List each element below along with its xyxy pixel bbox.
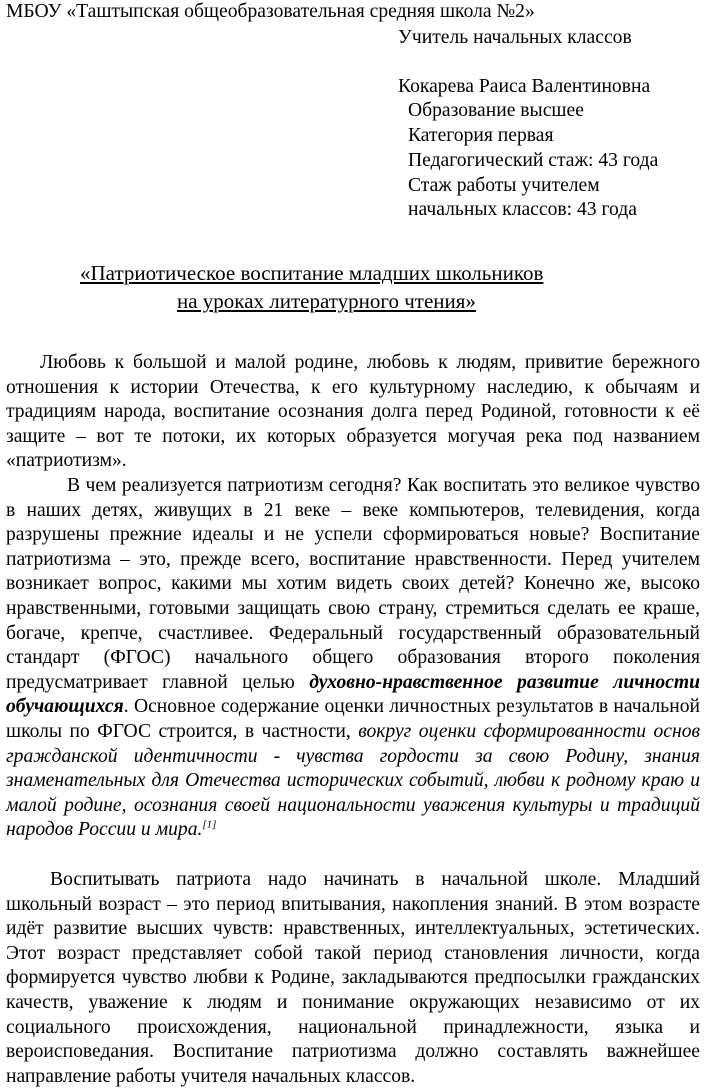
author-teacher-experience-line2: начальных классов: 43 года <box>408 199 637 220</box>
teacher-role: Учитель начальных классов <box>398 27 632 48</box>
author-name: Кокарева Раиса Валентиновна <box>398 76 651 97</box>
paragraph-2-emphasis: духовно-нравственное развитие личности обучающихся <box>6 671 701 718</box>
paragraph-2-text: В чем реализуется патриотизм сегодня? Как воспитать это великое чувство в наших детях, живущих в 21 веке – веке компьютеров, телевидения, когда разрушены прежние идеалы и не успели сформироваться новые? Воспитание патриотизма – это, прежде всего, воспитание нравственности. Перед учителем возникает вопрос, какими мы хотим видеть своих детей? Конечно же, высоко нравственными, готовыми защищать свою страну, стремиться сделать ее краше, богаче, крепче, счастливее. Федеральный государственный образовательный стандарт (ФГОС) начального общего образования второго поколения предусматривает главной целью <box>6 475 700 693</box>
paragraph-2-continuation: . Основное содержание оценки личностных результатов в начальной школы по ФГОС строится, в частности, <box>6 696 700 742</box>
author-category: Категория первая <box>408 125 554 146</box>
paragraph-1: Любовь к большой и малой родине, любовь к людям, привитие бережного отношения к истории Отечества, к его культурному наследию, к обычаям и традициям народа, воспитание осознания долга перед Родиной, готовности к её защите – вот те потоки, их которых образуется могучая река под названием «патриотизм». <box>6 352 700 472</box>
author-pedagogical-experience: Педагогический стаж: 43 года <box>408 150 659 171</box>
author-education: Образование высшее <box>408 100 584 121</box>
school-name: МБОУ «Таштыпская общеобразовательная средняя школа №2» <box>6 1 535 22</box>
paragraph-2-italic: вокруг оценки сформированности основ гражданской идентичности - чувства гордости за свою Родину, знания знаменательных для Отечества исторических событий, любви к родному краю и малой родине, осознания своей национальности уважения культуры и традиций народов России и мира. <box>6 720 701 841</box>
author-teacher-experience-line1: Стаж работы учителем <box>408 175 600 196</box>
document-title-line2: на уроках литературного чтения» <box>177 289 476 313</box>
document-title-line1: «Патриотическое воспитание младших школьников <box>80 261 544 285</box>
paragraph-2 <box>6 474 700 843</box>
footnote-link[interactable]: [1] <box>202 818 217 831</box>
paragraph-3: Воспитывать патриота надо начинать в начальной школе. Младший школьный возраст – это период впитывания, накопления знаний. В этом возрасте идёт развитие высших чувств: нравственных, интеллектуальных, эстетических. Этот возраст представляет собой такой период становления личности, когда формируется чувство любви к Родине, закладываются предпосылки гражданских качеств, уважение к людям и понимание окружающих независимо от их социального происхождения, национальной принадлежности, языка и вероисповедания. Воспитание патриотизма должно составлять важнейшее направление работы учителя начальных классов. <box>6 869 700 1087</box>
